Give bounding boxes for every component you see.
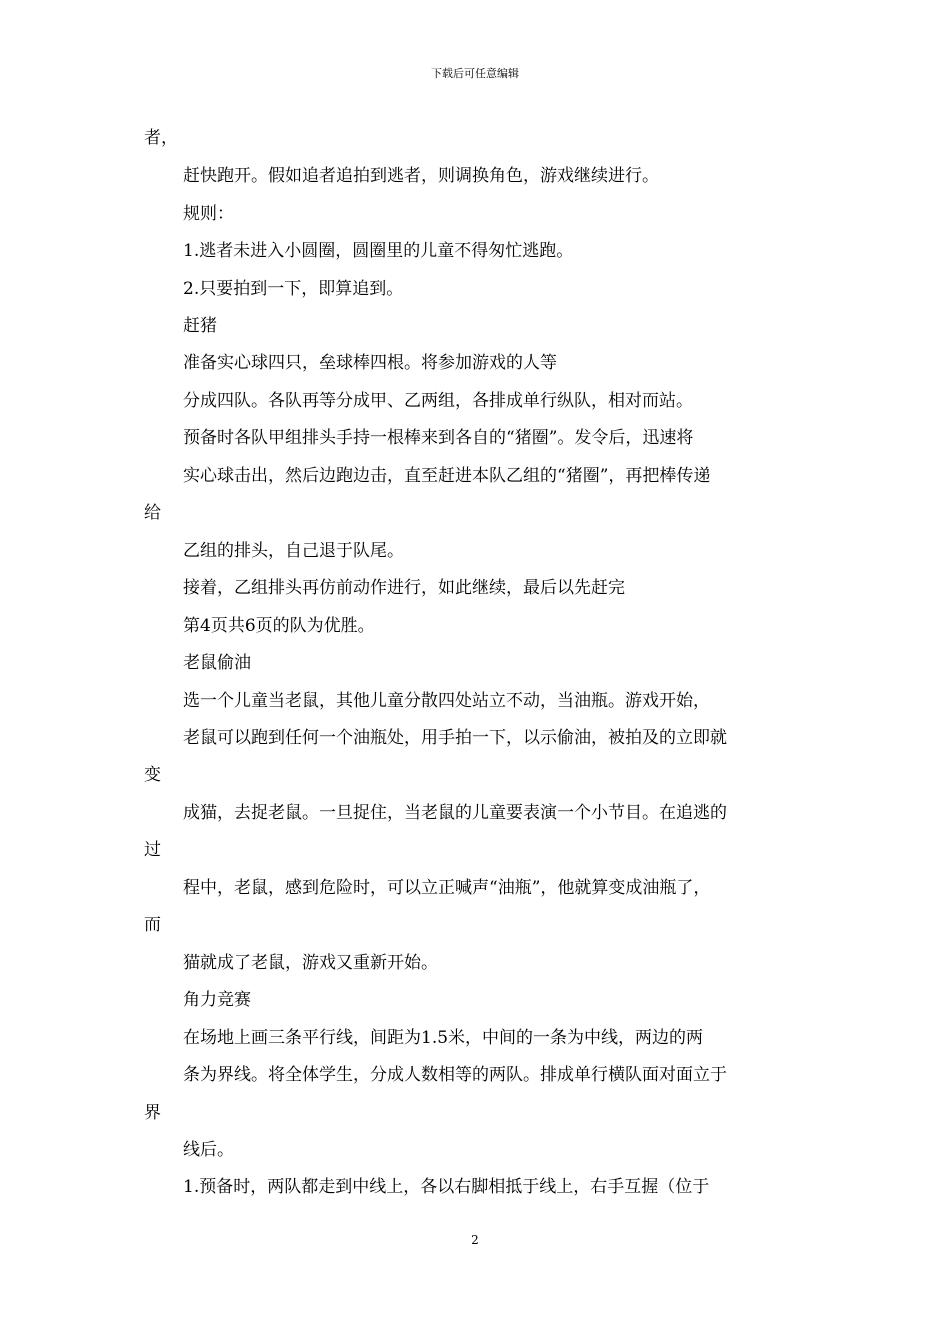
text-line: 老鼠可以跑到任何一个油瓶处，用手拍一下，以示偷油，被拍及的立即就 [183, 728, 727, 748]
text-line: 赶快跑开。假如追者追拍到逃者，则调换角色，游戏继续进行。 [183, 166, 659, 186]
text-line: 第4页共6页的队为优胜。 [183, 616, 375, 636]
text-line: 预备时各队甲组排头手持一根棒来到各自的“猪圈”。发令后，迅速将 [183, 428, 694, 448]
text-line: 乙组的排头，自己退于队尾。 [183, 541, 404, 561]
text-line: 给 [144, 503, 161, 523]
text-line: 猫就成了老鼠，游戏又重新开始。 [183, 953, 438, 973]
page-number: 2 [471, 1233, 479, 1247]
text-line: 成猫，去捉老鼠。一旦捉住，当老鼠的儿童要表演一个小节目。在追逃的 [183, 803, 727, 823]
text-line: 者， [144, 128, 178, 148]
text-line: 变 [144, 765, 161, 785]
text-line: 规则： [183, 204, 234, 224]
text-line: 接着，乙组排头再仿前动作进行，如此继续，最后以先赶完 [183, 578, 625, 598]
text-line: 1.逃者未进入小圆圈，圆圈里的儿童不得匆忙逃跑。 [183, 241, 574, 261]
text-line: 实心球击出，然后边跑边击，直至赶进本队乙组的“猪圈”，再把棒传递 [183, 466, 711, 486]
text-line: 2.只要拍到一下，即算追到。 [183, 279, 404, 299]
text-line: 线后。 [183, 1140, 234, 1160]
text-line: 准备实心球四只，垒球棒四根。将参加游戏的人等 [183, 353, 557, 373]
text-line: 分成四队。各队再等分成甲、乙两组，各排成单行纵队，相对而站。 [183, 391, 693, 411]
text-line: 条为界线。将全体学生，分成人数相等的两队。排成单行横队面对面立于 [183, 1065, 727, 1085]
section-heading-ganzhu: 赶猪 [183, 316, 217, 336]
text-line: 1.预备时，两队都走到中线上，各以右脚相抵于线上，右手互握（位于 [183, 1177, 710, 1197]
text-line: 在场地上画三条平行线，间距为1.5米，中间的一条为中线，两边的两 [183, 1028, 704, 1048]
text-line: 界 [144, 1103, 161, 1123]
section-heading-laoshu: 老鼠偷油 [183, 653, 251, 673]
text-line: 过 [144, 840, 161, 860]
text-line: 程中，老鼠，感到危险时，可以立正喊声“油瓶”，他就算变成油瓶了， [183, 878, 711, 898]
text-line: 选一个儿童当老鼠，其他儿童分散四处站立不动，当油瓶。游戏开始， [183, 691, 710, 711]
section-heading-jiaoli: 角力竞赛 [183, 990, 251, 1010]
text-line: 而 [144, 915, 161, 935]
page-header: 下载后可任意编辑 [431, 67, 519, 80]
